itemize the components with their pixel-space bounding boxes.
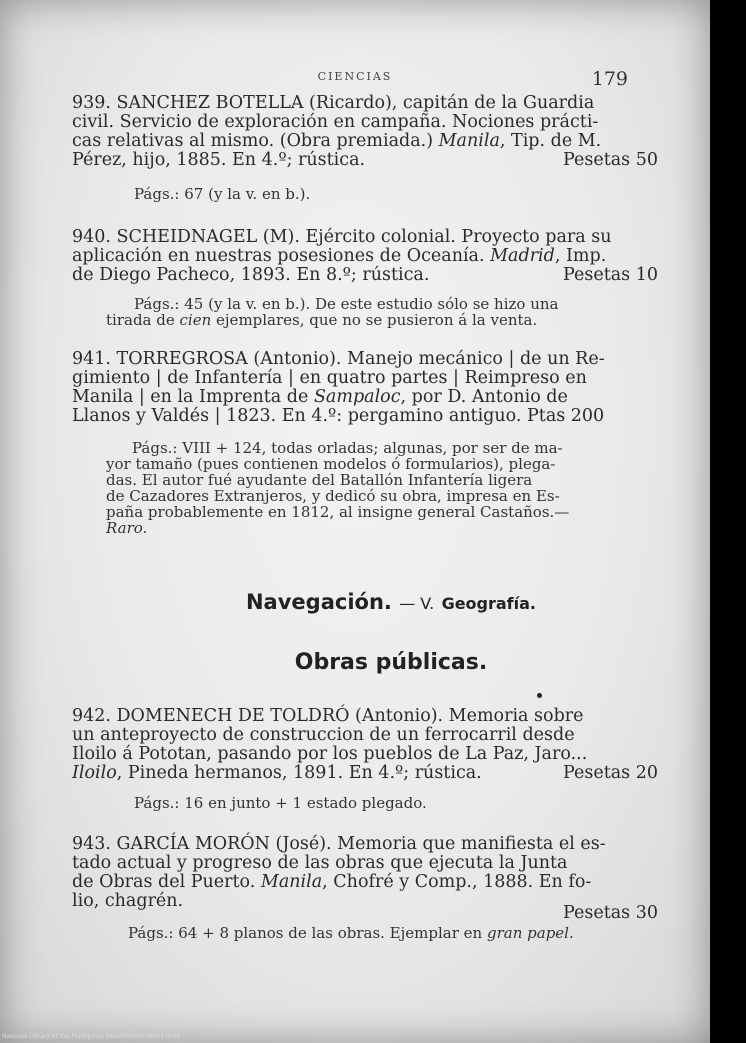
note-line: Págs.: 67 (y la v. en b.). (134, 185, 311, 203)
note-line: de Cazadores Extranjeros, y dedicó su obra, impresa en Es- (106, 487, 560, 505)
entry-941-note (106, 440, 569, 536)
entry-943 (72, 834, 658, 923)
note-line: Págs.: 64 + 8 planos de las obras. Ejemplar en gran papel. (128, 924, 574, 942)
entry-line: Llanos y Valdés | 1823. En 4.º: pergamino antiguo. Ptas 200 (72, 406, 605, 426)
entry-line: un anteproyecto de construccion de un ferrocarril desde (72, 725, 575, 745)
price: Pesetas 10 (563, 265, 658, 285)
entry-942 (72, 707, 658, 783)
entry-line: lio, chagrén. Pesetas 30 (72, 891, 658, 923)
entry-line: 941. TORREGROSA (Antonio). Manejo mecánico | de un Re- (72, 349, 605, 369)
ink-dot (537, 693, 542, 698)
note-line: Págs.: 16 en junto + 1 estado plegado. (134, 794, 427, 812)
note-line: yor tamaño (pues contienen modelos ó formularios), plega- (106, 455, 556, 473)
entry-line: civil. Servicio de exploración en campaña. Nociones prácti- (72, 112, 599, 132)
entry-line: de Diego Pacheco, 1893. En 8.º; rústica. Pesetas 10 (72, 265, 658, 285)
entry-939 (72, 94, 658, 170)
entry-line: de Obras del Puerto. Manila, Chofré y Comp., 1888. En fo- (72, 872, 592, 892)
note-line: Págs.: 45 (y la v. en b.). De este estudio sólo se hizo una (134, 295, 559, 313)
entry-line: 940. SCHEIDNAGEL (M). Ejército colonial. Proyecto para su (72, 227, 612, 247)
note-line: paña probablemente en 1812, al insigne general Castaños.— (106, 503, 570, 521)
entry-939-note (134, 186, 310, 202)
price: Pesetas 50 (563, 150, 658, 170)
note-line: Raro. (106, 519, 148, 537)
price: Pesetas 20 (563, 763, 658, 783)
entry-line: Iloilo á Pototan, pasando por los pueblos de La Paz, Jaro... (72, 744, 588, 764)
section-heading-navegacion: Navegación. — V. Geografía. (245, 590, 536, 614)
note-line: das. El autor fué ayudante del Batallón Infantería ligera (106, 471, 533, 489)
note-line: tirada de cien ejemplares, que no se pusieron á la venta. (106, 311, 538, 329)
place-name: Manila (438, 131, 500, 151)
entry-line: 942. DOMENECH DE TOLDRÓ (Antonio). Memoria sobre (72, 706, 584, 726)
entry-line: 939. SANCHEZ BOTELLA (Ricardo), capitán de la Guardia (72, 93, 595, 113)
price: Pesetas 30 (563, 903, 658, 923)
entry-line: Iloilo, Pineda hermanos, 1891. En 4.º; rústica. Pesetas 20 (72, 763, 658, 783)
entry-line: Manila | en la Imprenta de Sampaloc, por D. Antonio de (72, 387, 568, 407)
running-head: CIENCIAS (317, 70, 393, 83)
entry-943-note (128, 925, 574, 941)
entry-941 (72, 350, 658, 426)
note-line: Págs.: VIII + 124, todas orladas; algunas, por ser de ma- (132, 439, 563, 457)
entry-line: cas relativas al mismo. (Obra premiada.) Manila, Tip. de M. (72, 131, 602, 151)
entry-line: Pérez, hijo, 1885. En 4.º; rústica. Pesetas 50 (72, 150, 658, 170)
place-name: Manila (260, 872, 323, 892)
entry-940 (72, 228, 658, 285)
entry-line: 943. GARCÍA MORÓN (José). Memoria que manifiesta el es- (72, 834, 606, 854)
entry-line: gimiento | de Infantería | en quatro partes | Reimpreso en (72, 368, 587, 388)
entry-940-note (106, 296, 558, 328)
entry-line: tado actual y progreso de las obras que ejecuta la Junta (72, 853, 568, 873)
entry-942-note (134, 795, 427, 811)
place-name: Madrid (490, 246, 555, 266)
entry-line: aplicación en nuestras posesiones de Oceanía. Madrid, Imp. (72, 246, 607, 266)
place-name: Sampaloc (313, 387, 401, 407)
place-name: Iloilo (72, 763, 117, 783)
section-heading-obras-publicas: Obras públicas. (294, 650, 488, 675)
page-number: 179 (591, 68, 628, 90)
scan-footer: National Library of the Philippines DO24P0000338S0179.tif (2, 1033, 180, 1040)
